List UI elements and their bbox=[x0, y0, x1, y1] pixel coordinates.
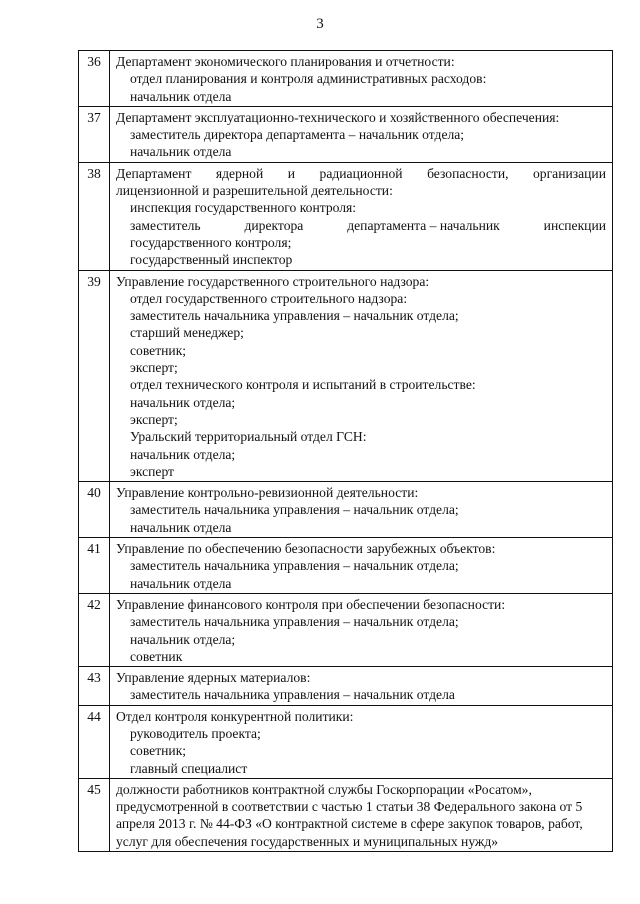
row-number: 41 bbox=[79, 538, 110, 594]
row-line: советник; bbox=[130, 342, 187, 358]
line-word: инспекции bbox=[543, 217, 606, 233]
row-content bbox=[110, 538, 613, 594]
table-row bbox=[79, 667, 613, 706]
line-word: департамента – начальник bbox=[347, 217, 500, 233]
row-heading: Управление контрольно-ревизионной деятельности: bbox=[116, 485, 419, 501]
row-line: начальник отдела bbox=[130, 519, 232, 535]
heading-word: радиационной bbox=[319, 165, 403, 181]
row-line: заместитель начальника управления – начальник отдела bbox=[130, 687, 455, 703]
row-line bbox=[116, 217, 606, 234]
row-line: заместитель директора департамента – начальник отдела; bbox=[130, 127, 465, 143]
row-line: отдел государственного строительного надзора: bbox=[130, 290, 408, 306]
row-line: государственного контроля; bbox=[130, 234, 292, 250]
table-row bbox=[79, 482, 613, 538]
row-content bbox=[110, 593, 613, 666]
row-line: руководитель проекта; bbox=[130, 725, 261, 741]
row-content bbox=[110, 482, 613, 538]
row-line: начальник отдела bbox=[130, 144, 232, 160]
row-line: Уральский территориальный отдел ГСН: bbox=[130, 429, 367, 445]
row-line: начальник отдела bbox=[130, 88, 232, 104]
table-row bbox=[79, 162, 613, 270]
row-number: 44 bbox=[79, 705, 110, 778]
row-line: отдел планирования и контроля административных расходов: bbox=[130, 71, 487, 87]
row-heading: Отдел контроля конкурентной политики: bbox=[116, 708, 354, 724]
heading-word: ядерной bbox=[215, 165, 264, 181]
positions-table bbox=[78, 50, 613, 852]
row-line: старший менеджер; bbox=[130, 325, 244, 341]
row-number: 36 bbox=[79, 51, 110, 107]
row-line: инспекция государственного контроля: bbox=[130, 200, 357, 216]
heading-word: и bbox=[287, 165, 296, 181]
row-heading: Управление по обеспечению безопасности зарубежных объектов: bbox=[116, 541, 496, 557]
table-row bbox=[79, 593, 613, 666]
row-line: главный специалист bbox=[130, 760, 248, 776]
table-row bbox=[79, 538, 613, 594]
row-line: заместитель начальника управления – начальник отдела; bbox=[130, 502, 459, 518]
row-line: заместитель начальника управления – начальник отдела; bbox=[130, 308, 459, 324]
row-number: 39 bbox=[79, 270, 110, 482]
row-line: заместитель начальника управления – начальник отдела; bbox=[130, 614, 459, 630]
row-line: начальник отдела bbox=[130, 575, 232, 591]
row-paragraph: должности работников контрактной службы Госкорпорации «Росатом», предусмотренной в соответствии с частью 1 статьи 38 Федерального закона от 5 апреля 2013 г. № 44-ФЗ «О контрактной системе в сфере закупок товаров, работ, услуг для обеспечения государственных и муниципальных нужд» bbox=[116, 781, 583, 849]
row-number: 40 bbox=[79, 482, 110, 538]
row-heading bbox=[116, 165, 606, 182]
page-number: 3 bbox=[316, 16, 324, 32]
table-row bbox=[79, 705, 613, 778]
row-content bbox=[110, 778, 613, 851]
row-number: 45 bbox=[79, 778, 110, 851]
row-number: 42 bbox=[79, 593, 110, 666]
row-line: начальник отдела; bbox=[130, 394, 236, 410]
row-line: государственный инспектор bbox=[130, 252, 293, 268]
row-content bbox=[110, 667, 613, 706]
row-heading: Департамент экономического планирования и отчетности: bbox=[116, 54, 455, 69]
row-heading: Департамент эксплуатационно-технического и хозяйственного обеспечения: bbox=[116, 109, 560, 125]
row-heading-continued: лицензионной и разрешительной деятельности: bbox=[116, 183, 393, 199]
row-heading: Управление ядерных материалов: bbox=[116, 670, 311, 686]
table-row bbox=[79, 51, 613, 107]
table-row bbox=[79, 106, 613, 162]
line-word: директора bbox=[244, 217, 304, 233]
row-line: эксперт bbox=[130, 463, 175, 479]
table-row bbox=[79, 778, 613, 851]
row-content bbox=[110, 705, 613, 778]
row-content bbox=[110, 270, 613, 482]
row-line: эксперт; bbox=[130, 360, 178, 376]
row-line: эксперт; bbox=[130, 411, 178, 427]
line-word: заместитель bbox=[130, 217, 201, 233]
row-line: начальник отдела; bbox=[130, 446, 236, 462]
row-number: 38 bbox=[79, 162, 110, 270]
row-number: 37 bbox=[79, 106, 110, 162]
heading-word: организации bbox=[533, 165, 606, 181]
row-line: начальник отдела; bbox=[130, 631, 236, 647]
heading-word: Департамент bbox=[116, 165, 192, 181]
row-line: заместитель начальника управления – начальник отдела; bbox=[130, 558, 459, 574]
row-content bbox=[110, 106, 613, 162]
row-content bbox=[110, 51, 613, 107]
row-line: советник bbox=[130, 648, 183, 664]
heading-word: безопасности, bbox=[427, 165, 509, 181]
row-line: отдел технического контроля и испытаний в строительстве: bbox=[130, 377, 476, 393]
row-content bbox=[110, 162, 613, 270]
table-row bbox=[79, 270, 613, 482]
row-heading: Управление государственного строительного надзора: bbox=[116, 273, 430, 289]
row-line: советник; bbox=[130, 743, 187, 759]
row-number: 43 bbox=[79, 667, 110, 706]
row-heading: Управление финансового контроля при обеспечении безопасности: bbox=[116, 596, 506, 612]
